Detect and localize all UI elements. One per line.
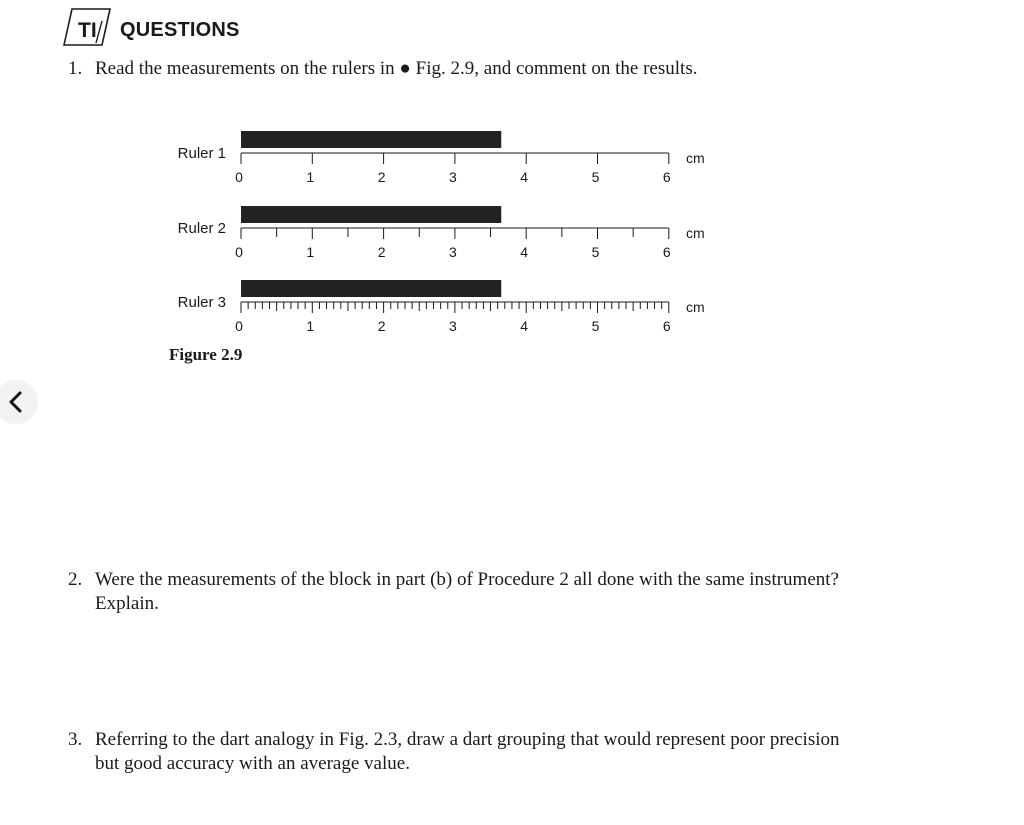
ruler-1-tick-label: 5 [591, 169, 600, 185]
ti-badge-text: TI [78, 19, 97, 42]
ruler-2-tick-label: 5 [591, 244, 600, 260]
ruler-1-tick-label: 3 [449, 169, 457, 185]
ruler-3-tick-label: 1 [306, 318, 315, 334]
ruler-3-block [241, 280, 501, 297]
question-2 [68, 568, 848, 616]
ruler-3-label: Ruler 3 [177, 294, 226, 311]
ti-badge [62, 7, 112, 52]
question-number: 1. [68, 58, 83, 79]
ruler-2-label: Ruler 2 [177, 220, 226, 237]
question-1 [68, 57, 848, 81]
ruler-2-unit: cm [686, 225, 705, 241]
ruler-1-unit: cm [686, 150, 705, 166]
ruler-1-label: Ruler 1 [177, 145, 226, 162]
question-number: 3. [68, 729, 83, 750]
ruler-2-tick-label: 2 [377, 244, 386, 260]
ruler-2-block [241, 206, 501, 223]
ruler-1-tick-label: 6 [662, 169, 671, 185]
ruler-3-tick-label: 2 [377, 318, 386, 334]
ruler-2-tick-label: 0 [235, 244, 243, 260]
question-text: Referring to the dart analogy in Fig. 2.3, draw a dart grouping that would represent poor precision but good accuracy with an average value. [95, 729, 840, 774]
figure-caption: Figure 2.9 [169, 345, 243, 364]
ruler-2-tick-label: 4 [520, 244, 529, 260]
section-title: QUESTIONS [120, 19, 240, 41]
question-3 [68, 728, 848, 776]
question-number: 2. [68, 569, 83, 590]
ruler-3-tick-label: 0 [235, 318, 243, 334]
ruler-1-tick-label: 0 [235, 169, 243, 185]
ruler-2-tick-label: 3 [449, 244, 457, 260]
ruler-3-tick-label: 3 [449, 318, 457, 334]
ruler-1-tick-label: 4 [520, 169, 529, 185]
figure-2-9-rulers [0, 125, 760, 345]
ruler-3-unit: cm [686, 299, 705, 315]
ruler-3-tick-label: 5 [591, 318, 600, 334]
chevron-left-icon [0, 380, 38, 424]
ti-badge-icon [62, 7, 112, 47]
ruler-1-tick-label: 2 [377, 169, 386, 185]
ruler-2-tick-label: 1 [306, 244, 315, 260]
ruler-2-tick-label: 6 [662, 244, 671, 260]
ruler-3-tick-label: 4 [520, 318, 529, 334]
back-button[interactable] [0, 380, 38, 424]
ruler-1-tick-label: 1 [306, 169, 315, 185]
question-text: Were the measurements of the block in part (b) of Procedure 2 all done with the same instrument? Explain. [95, 569, 839, 614]
question-text: Read the measurements on the rulers in ● Fig. 2.9, and comment on the results. [95, 58, 698, 79]
ruler-1-block [241, 131, 501, 148]
ruler-3-tick-label: 6 [662, 318, 671, 334]
